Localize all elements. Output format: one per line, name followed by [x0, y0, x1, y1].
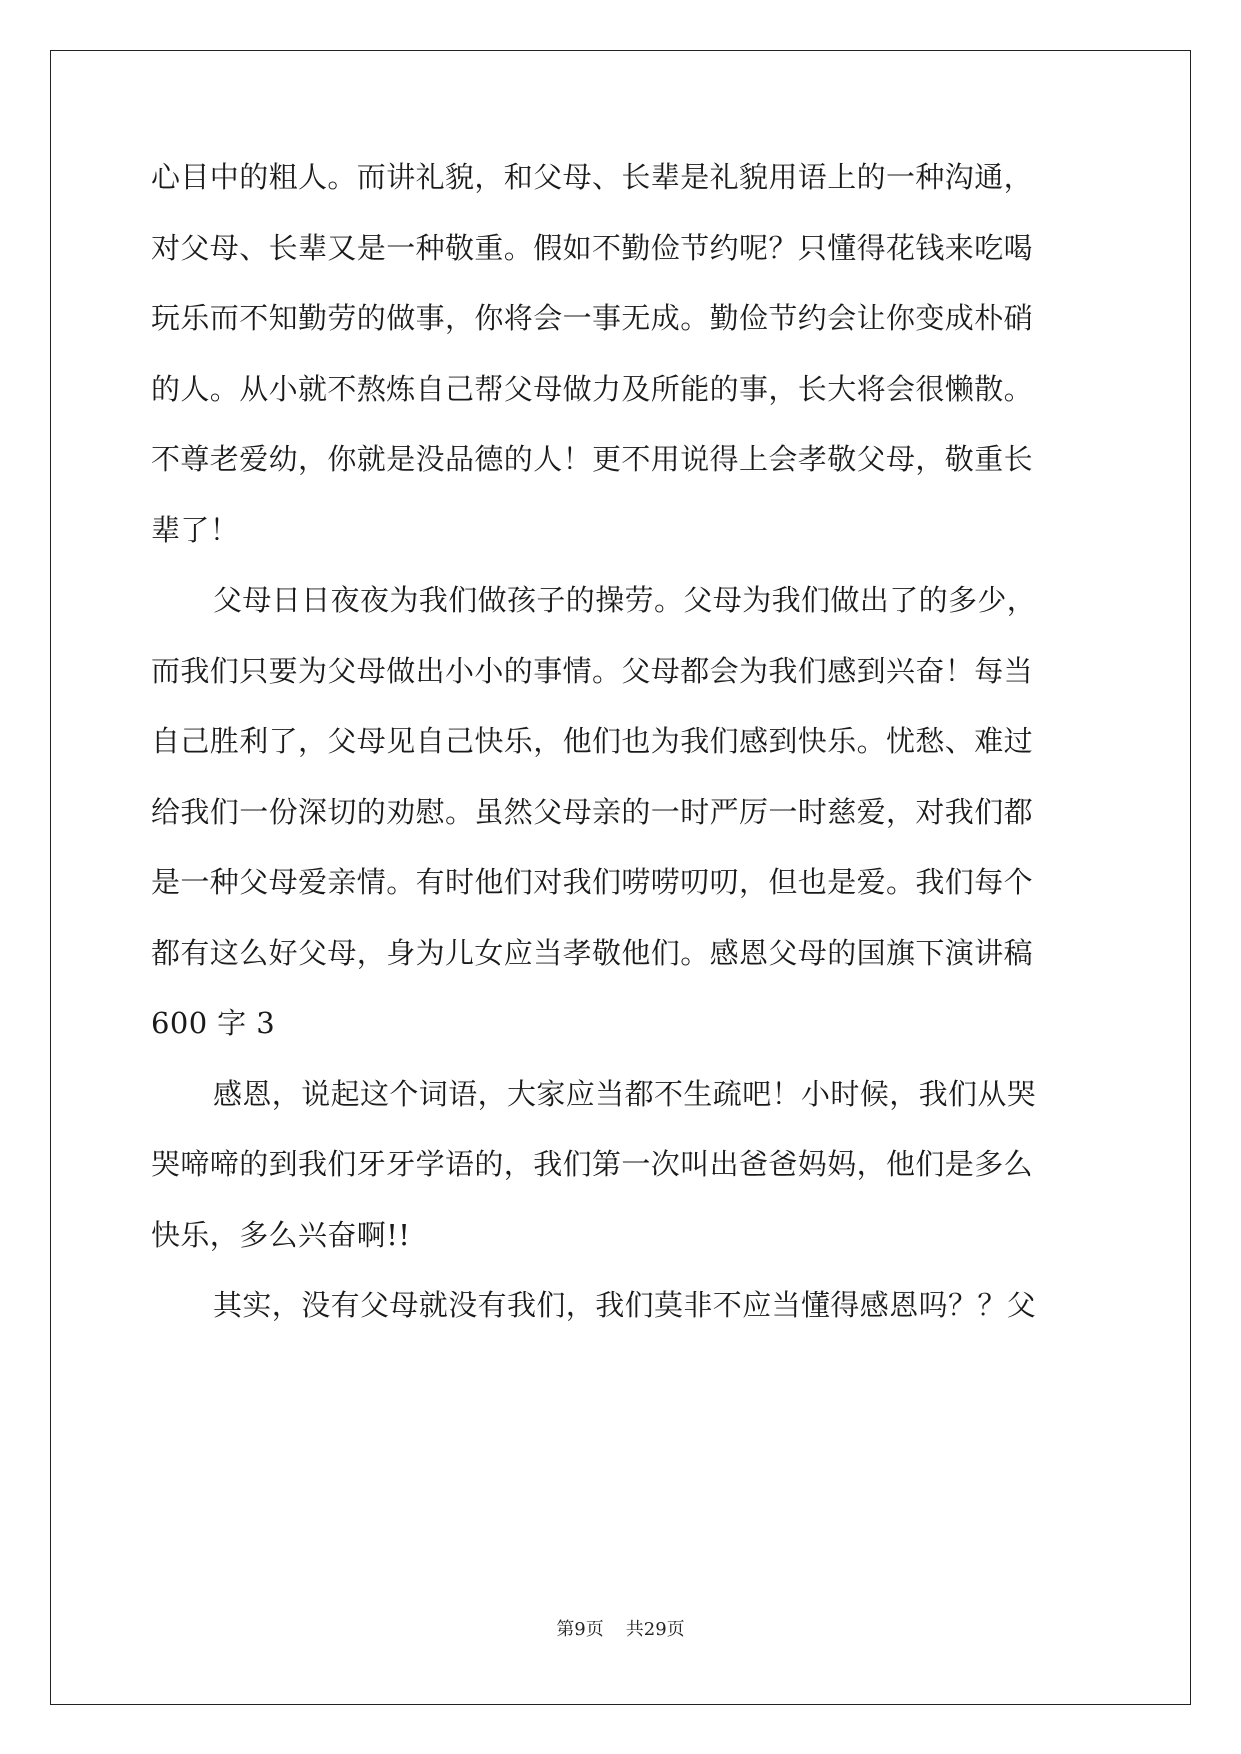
text-line: 600 字 3	[151, 1006, 276, 1040]
text-line: 哭啼啼的到我们牙牙学语的，我们第一次叫出爸爸妈妈，他们是多么	[151, 1147, 1034, 1181]
text-line: 都有这么好父母，身为儿女应当孝敬他们。感恩父母的国旗下演讲稿	[151, 935, 1034, 970]
page-number-current: 第9页	[556, 1619, 604, 1640]
document-body	[151, 142, 1091, 1341]
page-number-total: 共29页	[625, 1619, 685, 1640]
page-footer	[0, 1615, 1241, 1641]
text-line: 快乐，多么兴奋啊!!	[151, 1217, 411, 1252]
text-line: 的人。从小就不熬炼自己帮父母做力及所能的事，长大将会很懒散。	[151, 371, 1034, 406]
text-line: 给我们一份深切的劝慰。虽然父母亲的一时严厉一时慈爱，对我们都	[151, 794, 1034, 829]
text-line: 而我们只要为父母做出小小的事情。父母都会为我们感到兴奋！每当	[151, 653, 1034, 688]
text-line: 辈了！	[151, 512, 240, 547]
paragraph-start-line: 其实，没有父母就没有我们，我们莫非不应当懂得感恩吗？？父	[213, 1288, 1037, 1322]
text-line: 玩乐而不知勤劳的做事，你将会一事无成。勤俭节约会让你变成朴硝	[151, 301, 1034, 335]
text-line: 心目中的粗人。而讲礼貌，和父母、长辈是礼貌用语上的一种沟通，	[151, 160, 1034, 194]
text-line: 不尊老爱幼，你就是没品德的人！更不用说得上会孝敬父母，敬重长	[151, 442, 1034, 476]
paragraph-start-line: 父母日日夜夜为我们做孩子的操劳。父母为我们做出了的多少，	[213, 583, 1037, 617]
paragraph-start-line: 感恩，说起这个词语，大家应当都不生疏吧！小时候，我们从哭	[213, 1076, 1037, 1111]
text-line: 是一种父母爱亲情。有时他们对我们唠唠叨叨，但也是爱。我们每个	[151, 865, 1034, 899]
text-line: 自己胜利了，父母见自己快乐，他们也为我们感到快乐。忧愁、难过	[151, 724, 1034, 758]
text-line: 对父母、长辈又是一种敬重。假如不勤俭节约呢？只懂得花钱来吃喝	[151, 230, 1034, 265]
